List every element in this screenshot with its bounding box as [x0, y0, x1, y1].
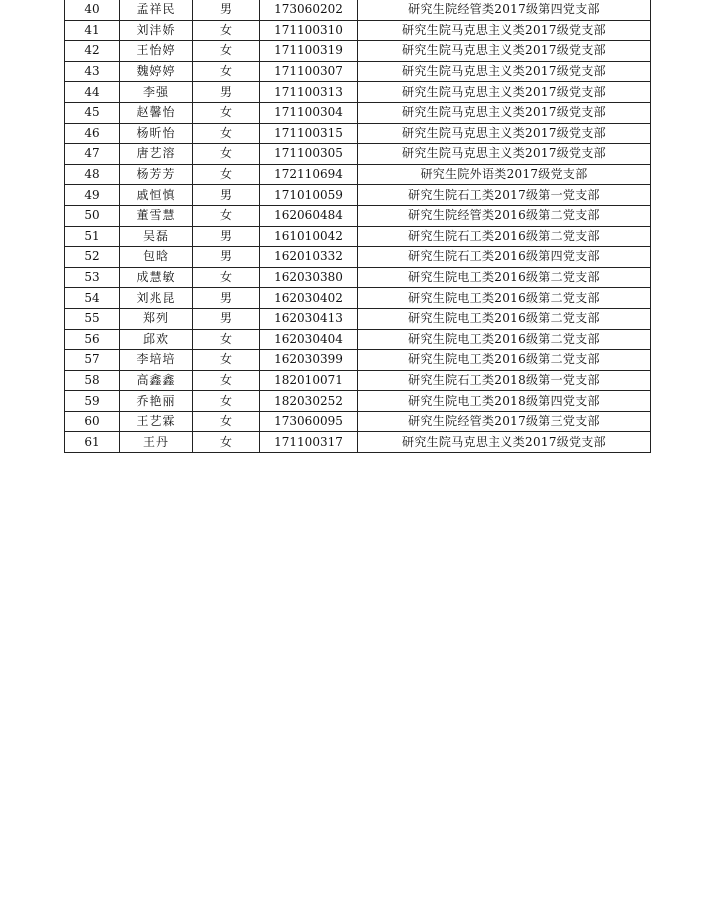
gender-cell: 女	[193, 164, 260, 185]
party-branch-cell: 研究生院马克思主义类2017级党支部	[358, 102, 651, 123]
row-number-cell: 54	[65, 288, 120, 309]
gender-cell: 女	[193, 205, 260, 226]
student-id-cell: 171100317	[260, 432, 358, 453]
student-id-cell: 182030252	[260, 391, 358, 412]
row-number-cell: 46	[65, 123, 120, 144]
row-number-cell: 59	[65, 391, 120, 412]
table-row	[65, 102, 651, 123]
student-id-cell: 162030404	[260, 329, 358, 350]
name-cell: 刘兆昆	[120, 288, 193, 309]
name-cell: 成慧敏	[120, 267, 193, 288]
table-row	[65, 20, 651, 41]
student-id-cell: 171100310	[260, 20, 358, 41]
name-cell: 李培培	[120, 350, 193, 371]
table-row	[65, 123, 651, 144]
student-id-cell: 173060202	[260, 0, 358, 20]
name-cell: 刘沣娇	[120, 20, 193, 41]
party-branch-cell: 研究生院经管类2017级第三党支部	[358, 411, 651, 432]
party-branch-cell: 研究生院石工类2016级第二党支部	[358, 226, 651, 247]
table-row	[65, 247, 651, 268]
row-number-cell: 41	[65, 20, 120, 41]
party-branch-cell: 研究生院外语类2017级党支部	[358, 164, 651, 185]
row-number-cell: 56	[65, 329, 120, 350]
gender-cell: 男	[193, 308, 260, 329]
gender-cell: 女	[193, 370, 260, 391]
student-id-cell: 172110694	[260, 164, 358, 185]
name-cell: 乔艳丽	[120, 391, 193, 412]
table-row	[65, 370, 651, 391]
student-id-cell: 171100319	[260, 41, 358, 62]
table-row	[65, 329, 651, 350]
table-row	[65, 185, 651, 206]
name-cell: 赵馨怡	[120, 102, 193, 123]
student-id-cell: 162010332	[260, 247, 358, 268]
row-number-cell: 49	[65, 185, 120, 206]
student-id-cell: 171100305	[260, 144, 358, 165]
member-table	[64, 0, 651, 453]
name-cell: 李强	[120, 82, 193, 103]
row-number-cell: 48	[65, 164, 120, 185]
table-row	[65, 308, 651, 329]
gender-cell: 女	[193, 267, 260, 288]
party-branch-cell: 研究生院马克思主义类2017级党支部	[358, 41, 651, 62]
gender-cell: 女	[193, 411, 260, 432]
table-row	[65, 391, 651, 412]
party-branch-cell: 研究生院马克思主义类2017级党支部	[358, 61, 651, 82]
table-row	[65, 61, 651, 82]
gender-cell: 女	[193, 144, 260, 165]
table-row	[65, 411, 651, 432]
gender-cell: 男	[193, 226, 260, 247]
name-cell: 邱欢	[120, 329, 193, 350]
party-branch-cell: 研究生院经管类2016级第二党支部	[358, 205, 651, 226]
name-cell: 魏婷婷	[120, 61, 193, 82]
party-branch-cell: 研究生院电工类2016级第二党支部	[358, 329, 651, 350]
gender-cell: 男	[193, 185, 260, 206]
gender-cell: 男	[193, 0, 260, 20]
student-id-cell: 171010059	[260, 185, 358, 206]
row-number-cell: 58	[65, 370, 120, 391]
name-cell: 吴磊	[120, 226, 193, 247]
student-id-cell: 171100307	[260, 61, 358, 82]
student-id-cell: 173060095	[260, 411, 358, 432]
party-branch-cell: 研究生院石工类2018级第一党支部	[358, 370, 651, 391]
party-branch-cell: 研究生院电工类2016级第二党支部	[358, 267, 651, 288]
table-row	[65, 350, 651, 371]
row-number-cell: 52	[65, 247, 120, 268]
table-row	[65, 144, 651, 165]
gender-cell: 女	[193, 391, 260, 412]
row-number-cell: 45	[65, 102, 120, 123]
gender-cell: 女	[193, 350, 260, 371]
gender-cell: 女	[193, 432, 260, 453]
row-number-cell: 47	[65, 144, 120, 165]
party-branch-cell: 研究生院石工类2016级第四党支部	[358, 247, 651, 268]
member-table-body	[65, 0, 651, 453]
party-branch-cell: 研究生院马克思主义类2017级党支部	[358, 20, 651, 41]
student-id-cell: 182010071	[260, 370, 358, 391]
row-number-cell: 40	[65, 0, 120, 20]
row-number-cell: 55	[65, 308, 120, 329]
table-row	[65, 82, 651, 103]
party-branch-cell: 研究生院电工类2018级第四党支部	[358, 391, 651, 412]
student-id-cell: 162030402	[260, 288, 358, 309]
table-row	[65, 432, 651, 453]
row-number-cell: 61	[65, 432, 120, 453]
party-branch-cell: 研究生院马克思主义类2017级党支部	[358, 144, 651, 165]
gender-cell: 男	[193, 82, 260, 103]
party-branch-cell: 研究生院电工类2016级第二党支部	[358, 308, 651, 329]
table-row	[65, 0, 651, 20]
party-branch-cell: 研究生院石工类2017级第一党支部	[358, 185, 651, 206]
name-cell: 杨芳芳	[120, 164, 193, 185]
name-cell: 杨昕怡	[120, 123, 193, 144]
table-row	[65, 226, 651, 247]
student-id-cell: 171100315	[260, 123, 358, 144]
name-cell: 戚恒慎	[120, 185, 193, 206]
name-cell: 王丹	[120, 432, 193, 453]
party-branch-cell: 研究生院马克思主义类2017级党支部	[358, 82, 651, 103]
party-branch-cell: 研究生院电工类2016级第二党支部	[358, 350, 651, 371]
row-number-cell: 57	[65, 350, 120, 371]
row-number-cell: 60	[65, 411, 120, 432]
table-row	[65, 288, 651, 309]
gender-cell: 女	[193, 123, 260, 144]
table-row	[65, 41, 651, 62]
row-number-cell: 42	[65, 41, 120, 62]
gender-cell: 男	[193, 288, 260, 309]
name-cell: 高鑫鑫	[120, 370, 193, 391]
student-id-cell: 171100313	[260, 82, 358, 103]
party-branch-cell: 研究生院经管类2017级第四党支部	[358, 0, 651, 20]
party-branch-cell: 研究生院电工类2016级第二党支部	[358, 288, 651, 309]
name-cell: 董雪慧	[120, 205, 193, 226]
gender-cell: 女	[193, 20, 260, 41]
student-id-cell: 162060484	[260, 205, 358, 226]
row-number-cell: 51	[65, 226, 120, 247]
gender-cell: 女	[193, 329, 260, 350]
table-row	[65, 164, 651, 185]
row-number-cell: 50	[65, 205, 120, 226]
row-number-cell: 44	[65, 82, 120, 103]
row-number-cell: 43	[65, 61, 120, 82]
row-number-cell: 53	[65, 267, 120, 288]
table-row	[65, 205, 651, 226]
party-branch-cell: 研究生院马克思主义类2017级党支部	[358, 432, 651, 453]
name-cell: 郑列	[120, 308, 193, 329]
student-id-cell: 162030380	[260, 267, 358, 288]
name-cell: 王艺霖	[120, 411, 193, 432]
gender-cell: 女	[193, 41, 260, 62]
name-cell: 王怡婷	[120, 41, 193, 62]
party-branch-cell: 研究生院马克思主义类2017级党支部	[358, 123, 651, 144]
name-cell: 孟祥民	[120, 0, 193, 20]
table-row	[65, 267, 651, 288]
name-cell: 唐艺溶	[120, 144, 193, 165]
name-cell: 包晗	[120, 247, 193, 268]
student-id-cell: 162030399	[260, 350, 358, 371]
student-id-cell: 171100304	[260, 102, 358, 123]
gender-cell: 女	[193, 61, 260, 82]
gender-cell: 女	[193, 102, 260, 123]
gender-cell: 男	[193, 247, 260, 268]
student-id-cell: 161010042	[260, 226, 358, 247]
student-id-cell: 162030413	[260, 308, 358, 329]
